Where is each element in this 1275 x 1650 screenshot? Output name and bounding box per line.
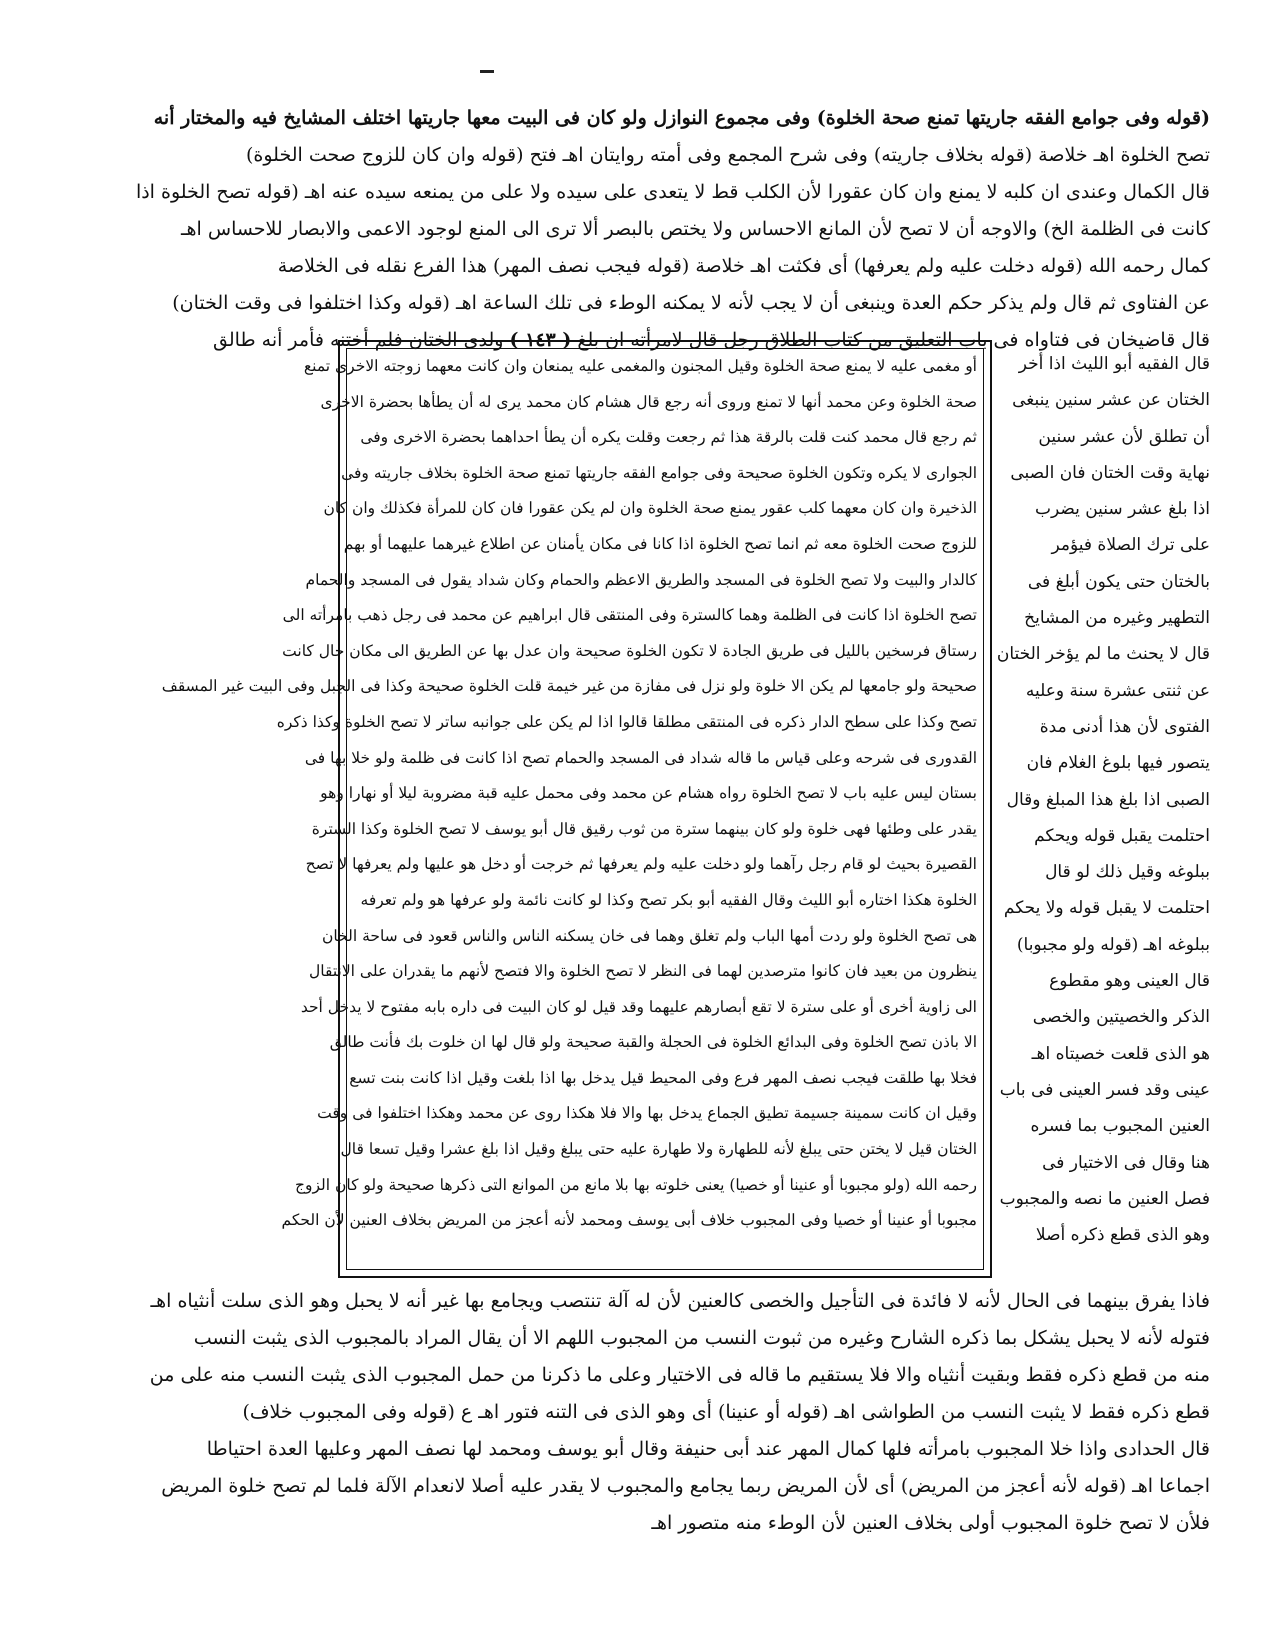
side-line: ببلوغه وقيل ذلك لو قال	[1045, 862, 1210, 883]
side-line: اذا بلغ عشر سنين يضرب	[1034, 499, 1210, 520]
main-text-line: الذخيرة وان كان معهما كلب عقور يمنع صحة الخلوة وان لم يكن عقورا فان كان للمرأة فكذلك وان كان	[323, 499, 977, 518]
main-text-line: صحة الخلوة وعن محمد أنها لا تمنع وروى أنه رجع قال هشام كان محمد يرى له أن يطأها بحضرة الاخرى	[320, 392, 977, 411]
main-text-line: أو مغمى عليه لا يمنع صحة الخلوة وقيل المجنون والمغمى عليه يمنعان وان كانت معهما زوجته الاخرى تمنع	[303, 357, 977, 375]
main-text-line: الخلوة هكذا اختاره أبو الليث وقال الفقيه أبو بكر تصح وكذا لو كانت نائمة ولو عرفها هو ولم تعرفه	[360, 890, 977, 909]
side-commentary	[996, 346, 1210, 1253]
side-line: نهاية وقت الختان فان الصبى	[1010, 462, 1210, 483]
main-text-frame-inner	[161, 348, 984, 1270]
side-line: الختان عن عشر سنين ينبغى	[1012, 390, 1210, 411]
main-text-line: الى زاوية أخرى أو على سترة لا تقع أبصارهم عليهما وقد قيل لو كان البيت فى داره بابه مفتوح لا يدخل أحد	[300, 997, 977, 1016]
main-text-line: الجوارى لا يكره وتكون الخلوة صحيحة وفى جوامع الفقه جاريتها تمنع صحة الخلوة بخلاف جاريته وفى	[341, 463, 977, 482]
page-top-mark	[480, 70, 494, 73]
main-text-line: القصيرة بحيث لو قام رجل رآهما ولو دخلت عليه ولم يعرفها ثم خرجت أو دخل هو عليها ولم يعرفها لا تصح	[305, 855, 977, 874]
side-line: الفتوى لأن هذا أدنى مدة	[1039, 716, 1210, 737]
main-text-line: كالدار والبيت ولا تصح الخلوة فى المسجد والطريق الاعظم والحمام وكان شداد يقول فى المسجد والحمام	[305, 570, 977, 589]
main-text-line: رحمه الله (ولو مجبوبا أو عنينا أو خصيا) يعنى خلوته بها بلا مانع من الموانع التى ذكرها صحيحة ولو كان الزوج	[294, 1175, 977, 1194]
main-text-line: تصح الخلوة اذا كانت فى الظلمة وهما كالسترة وفى المنتقى قال ابراهيم عن محمد فى رجل ذهب بامرأته الى	[282, 606, 977, 625]
side-line: على ترك الصلاة فيؤمر	[1051, 535, 1210, 556]
side-line: يتصور فيها بلوغ الغلام فان	[1026, 753, 1210, 774]
side-line: قال لا يحنث ما لم يؤخر الختان	[996, 644, 1210, 665]
main-text-line: وقيل ان كانت سمينة جسيمة تطيق الجماع يدخل بها والا فلا هكذا روى عن محمد وهكذا اختلفوا فى وقت	[317, 1104, 977, 1123]
side-line: وهو الذى قطع ذكره أصلا	[1035, 1225, 1210, 1246]
main-text-line: تصح وكذا على سطح الدار ذكره فى المنتقى مطلقا قالوا اذا لم يكن على جوانبه ساتر لا تصح الخلوة وكذا ذكره	[276, 712, 977, 731]
bottom-line: فاذا يفرق بينهما فى الحال لأنه لا فائدة فى التأجيل والخصى كالعنين لأن له آلة تنتصب ويجامع بها غير أنه لا يحبل وهو الذى سلت أنثياه اهـ	[150, 1290, 1210, 1312]
side-line: احتلمت لا يقبل قوله ولا يحكم	[1003, 898, 1210, 919]
side-line: عينى وقد فسر العينى فى باب	[999, 1079, 1210, 1100]
bottom-line: قال الحدادى واذا خلا المجبوب بامرأته فلها كمال المهر عند أبى حنيفة وقال أبو يوسف ومحمد لها نصف المهر وعليها العدة احتياطا	[206, 1438, 1210, 1460]
main-text-line: الا باذن تصح الخلوة وفى البدائع الخلوة فى الحجلة والقبة صحيحة ولو قال لها ان خلوت بك فأنت طالق	[329, 1033, 977, 1052]
side-line: التطهير وغيره من المشايخ	[1024, 608, 1210, 629]
side-line: ببلوغه اهـ (قوله ولو مجبوبا)	[1016, 934, 1210, 955]
top-line: كمال رحمه الله (قوله دخلت عليه ولم يعرفها) أى فكثت اهـ خلاصة (قوله فيجب نصف المهر) هذا الفرع نقله فى الخلاصة	[277, 255, 1210, 277]
page-number: ( ١٤٣ )	[509, 329, 572, 351]
main-text-line: يقدر على وطئها فهى خلوة ولو كان بينهما سترة من ثوب رقيق قال أبو يوسف لا تصح الخلوة وكذا السترة	[311, 819, 977, 838]
top-last-line-right: قال قاضيخان فى فتاواه فى باب التعليق من كتاب الطلاق رجل قال لامرأته ان بلغ	[577, 329, 1210, 351]
side-line: الصبى اذا بلغ هذا المبلغ وقال	[1006, 789, 1210, 810]
top-line: (قوله وفى جوامع الفقه جاريتها تمنع صحة الخلوة) وفى مجموع النوازل ولو كان فى البيت معها جاريتها اختلف المشايخ فيه والمختار أنه	[153, 107, 1210, 129]
side-line: بالختان حتى يكون أبلغ فى	[1027, 571, 1210, 592]
side-line: أن تطلق لأن عشر سنين	[1038, 426, 1210, 447]
main-text-line: هى تصح الخلوة ولو ردت أمها الباب ولم تغلق وهما فى خان يسكنه الناس والناس قعود فى ساحة الخان	[322, 926, 977, 945]
top-line: تصح الخلوة اهـ خلاصة (قوله بخلاف جاريته) وفى شرح المجمع وفى أمته روايتان اهـ فتح (قوله وان كان للزوج صحت الخلوة)	[245, 144, 1210, 166]
bottom-line: اجماعا اهـ (قوله لأنه أعجز من المريض) أى لأن المريض ربما يجامع والمجبوب لا يقدر عليه أصلا لانعدام الآلة فلما لم تصح خلوة المريض	[161, 1475, 1210, 1497]
main-text-line: ثم رجع قال محمد كنت قلت بالرقة هذا ثم رجعت وقلت يكره أن يطأ احداهما بحضرة الاخرى وفى	[360, 428, 977, 447]
bottom-line: فلأن لا تصح خلوة المجبوب أولى بخلاف العنين لأن الوطء منه متصور اهـ	[651, 1512, 1210, 1534]
side-line: الذكر والخصيتين والخصى	[1032, 1007, 1210, 1028]
top-commentary	[100, 100, 1210, 359]
main-text-line: بستان ليس عليه باب لا تصح الخلوة رواه هشام عن محمد وفى محمل عليه قبة مضروبة ليلا أو نهارا وهو	[320, 784, 977, 803]
main-text-line: فخلا بها طلقت فيجب نصف المهر فرع وفى المحيط قيل يدخل بها اذا بلغت وقيل اذا كانت بنت تسع	[349, 1068, 977, 1087]
side-line: قال العينى وهو مقطوع	[1049, 971, 1210, 992]
main-text-line: القدورى فى شرحه وعلى قياس ما قاله شداد فى المسجد والحمام تصح اذا كانت فى ظلمة ولو خلا بها فى	[304, 748, 977, 767]
top-last-line-left: ولدى الختان فلم أختنه فأمر أنه طالق	[213, 329, 504, 351]
main-text-line: رستاق فرسخين بالليل فى طريق الجادة لا تكون الخلوة صحيحة وان عدل بها عن الطريق الى مكان خال كانت	[282, 641, 977, 660]
side-line: قال الفقيه أبو الليث اذا أخر	[1018, 354, 1210, 374]
main-text-line: صحيحة ولو جامعها لم يكن الا خلوة ولو نزل فى مفازة من غير خيمة قلت الخلوة صحيحة وكذا فى الجبل وفى البيت غير المسقف	[161, 677, 977, 696]
top-line: كانت فى الظلمة الخ) والاوجه أن لا تصح لأن المانع الاحساس ولا يختص بالبصر ألا ترى الى المنع لوجود الاعمى والابصار للاحساس اهـ	[180, 218, 1210, 240]
main-text-line: للزوج صحت الخلوة معه ثم انما تصح الخلوة اذا كانا فى مكان يأمنان عن اطلاع غيرهما عليهما أو بهم	[343, 534, 977, 553]
main-text-line: الختان قيل لا يختن حتى يبلغ لأنه للطهارة ولا طهارة عليه حتى يبلغ وقيل اذا بلغ عشرا وقيل تسعا قال	[340, 1140, 977, 1159]
side-line: هنا وقال فى الاختيار فى	[1042, 1152, 1210, 1173]
main-text-line: ينظرون من بعيد فان كانوا مترصدين لهما فى النظر لا تصح الخلوة والا فتصح لأنهم ما يقدران على الانتقال	[309, 962, 977, 981]
top-line: قال الكمال وعندى ان كلبه لا يمنع وان كان عقورا لأن الكلب قط لا يتعدى على سيده ولا على من يمنعه سيده عنه اهـ (قوله تصح الخلوة اذا	[135, 181, 1210, 203]
bottom-line: فتوله لأنه لا يحبل يشكل بما ذكره الشارح وغيره من ثبوت النسب من المجبوب اللهم الا أن يقال المراد بالمجبوب الذى يثبت النسب	[193, 1327, 1210, 1349]
top-line: عن الفتاوى ثم قال ولم يذكر حكم العدة وينبغى أن لا يجب لأنه لا يمكنه الوطء فى تلك الساعة اهـ (قوله وكذا اختلفوا فى وقت الختان)	[172, 292, 1210, 314]
side-line: هو الذى قلعت خصيتاه اهـ	[1031, 1043, 1210, 1064]
bottom-commentary	[100, 1283, 1210, 1542]
bottom-line: منه من قطع ذكره فقط وبقيت أنثياه والا فلا يستقيم ما قاله فى الاختيار وعلى ما ذكرنا من حمل المجبوب الذى يثبت النسب منه على من	[149, 1364, 1210, 1386]
side-line: عن ثنتى عشرة سنة وعليه	[1025, 680, 1210, 701]
main-text-line: مجبوبا أو عنينا أو خصيا وفى المجبوب خلاف أبى يوسف ومحمد لأنه أعجز من المريض بخلاف العنين لأن الحكم	[281, 1211, 977, 1230]
bottom-line: قطع ذكره فقط لا يثبت النسب من الطواشى اهـ (قوله أو عنينا) أى وهو الذى فى التنه فتور اهـ ع (قوله وفى المجبوب خلاف)	[242, 1401, 1210, 1423]
side-line: العنين المجبوب بما فسره	[1030, 1116, 1210, 1137]
side-line: احتلمت يقبل قوله ويحكم	[1034, 825, 1210, 846]
side-line: فصل العنين ما نصه والمجبوب	[999, 1188, 1210, 1209]
